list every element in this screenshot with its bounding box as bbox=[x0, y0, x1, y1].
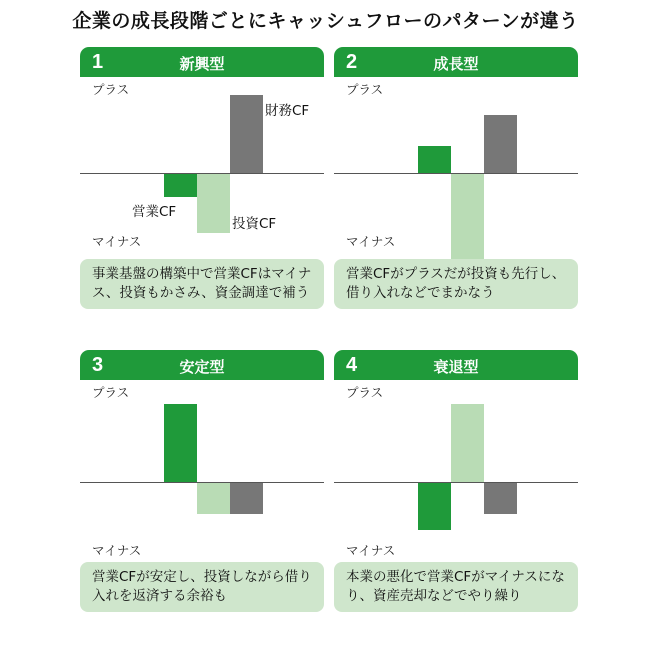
panel-number: 4 bbox=[346, 354, 358, 376]
panel-header bbox=[80, 47, 324, 77]
bar-financing bbox=[484, 483, 517, 514]
panel-2 bbox=[334, 47, 578, 337]
panel-description: 営業CFがプラスだが投資も先行し、借り入れなどでまかなう bbox=[334, 259, 578, 309]
bar-operating bbox=[164, 174, 197, 197]
axis-label-minus: マイナス bbox=[92, 234, 142, 249]
bar-financing bbox=[484, 115, 517, 174]
panel-description: 本業の悪化で営業CFがマイナスになり、資産売却などでやり繰り bbox=[334, 562, 578, 612]
axis-label-plus: プラス bbox=[346, 82, 384, 97]
axis-label-minus: マイナス bbox=[346, 234, 396, 249]
panel-name: 成長型 bbox=[433, 55, 479, 73]
panel-description: 事業基盤の構築中で営業CFはマイナス、投資もかさみ、資金調達で補う bbox=[80, 259, 324, 309]
axis-label-plus: プラス bbox=[92, 82, 130, 97]
panel-name: 安定型 bbox=[179, 358, 225, 376]
axis-label-minus: マイナス bbox=[92, 543, 142, 558]
bar-investing bbox=[451, 404, 484, 482]
bar-financing bbox=[230, 95, 263, 173]
bar-investing bbox=[197, 174, 230, 233]
axis-label-minus: マイナス bbox=[346, 543, 396, 558]
panel-description: 営業CFが安定し、投資しながら借り入れを返済する余裕も bbox=[80, 562, 324, 612]
bar-financing bbox=[230, 483, 263, 514]
panel-3 bbox=[80, 350, 324, 640]
panel-header bbox=[334, 47, 578, 77]
bar-operating bbox=[164, 404, 197, 482]
panel-number: 2 bbox=[346, 51, 358, 73]
panel-header bbox=[80, 350, 324, 380]
bar-label-investing: 投資CF bbox=[232, 215, 277, 232]
bar-label-operating: 営業CF bbox=[132, 204, 177, 221]
panel-number: 3 bbox=[92, 354, 104, 376]
panel-header bbox=[334, 350, 578, 380]
panel-name: 衰退型 bbox=[433, 358, 479, 376]
panel-name: 新興型 bbox=[179, 55, 225, 73]
axis-label-plus: プラス bbox=[346, 385, 384, 400]
bar-label-financing: 財務CF bbox=[265, 103, 310, 119]
panel-1 bbox=[80, 47, 324, 337]
axis-label-plus: プラス bbox=[92, 385, 130, 400]
bar-investing bbox=[451, 174, 484, 260]
bar-operating bbox=[418, 483, 451, 530]
panel-number: 1 bbox=[92, 51, 104, 73]
panel-4 bbox=[334, 350, 578, 640]
bar-investing bbox=[197, 483, 230, 514]
page-title: 企業の成長段階ごとにキャッシュフローのパターンが違う bbox=[72, 10, 579, 32]
zero-line bbox=[334, 482, 578, 483]
bar-operating bbox=[418, 146, 451, 173]
